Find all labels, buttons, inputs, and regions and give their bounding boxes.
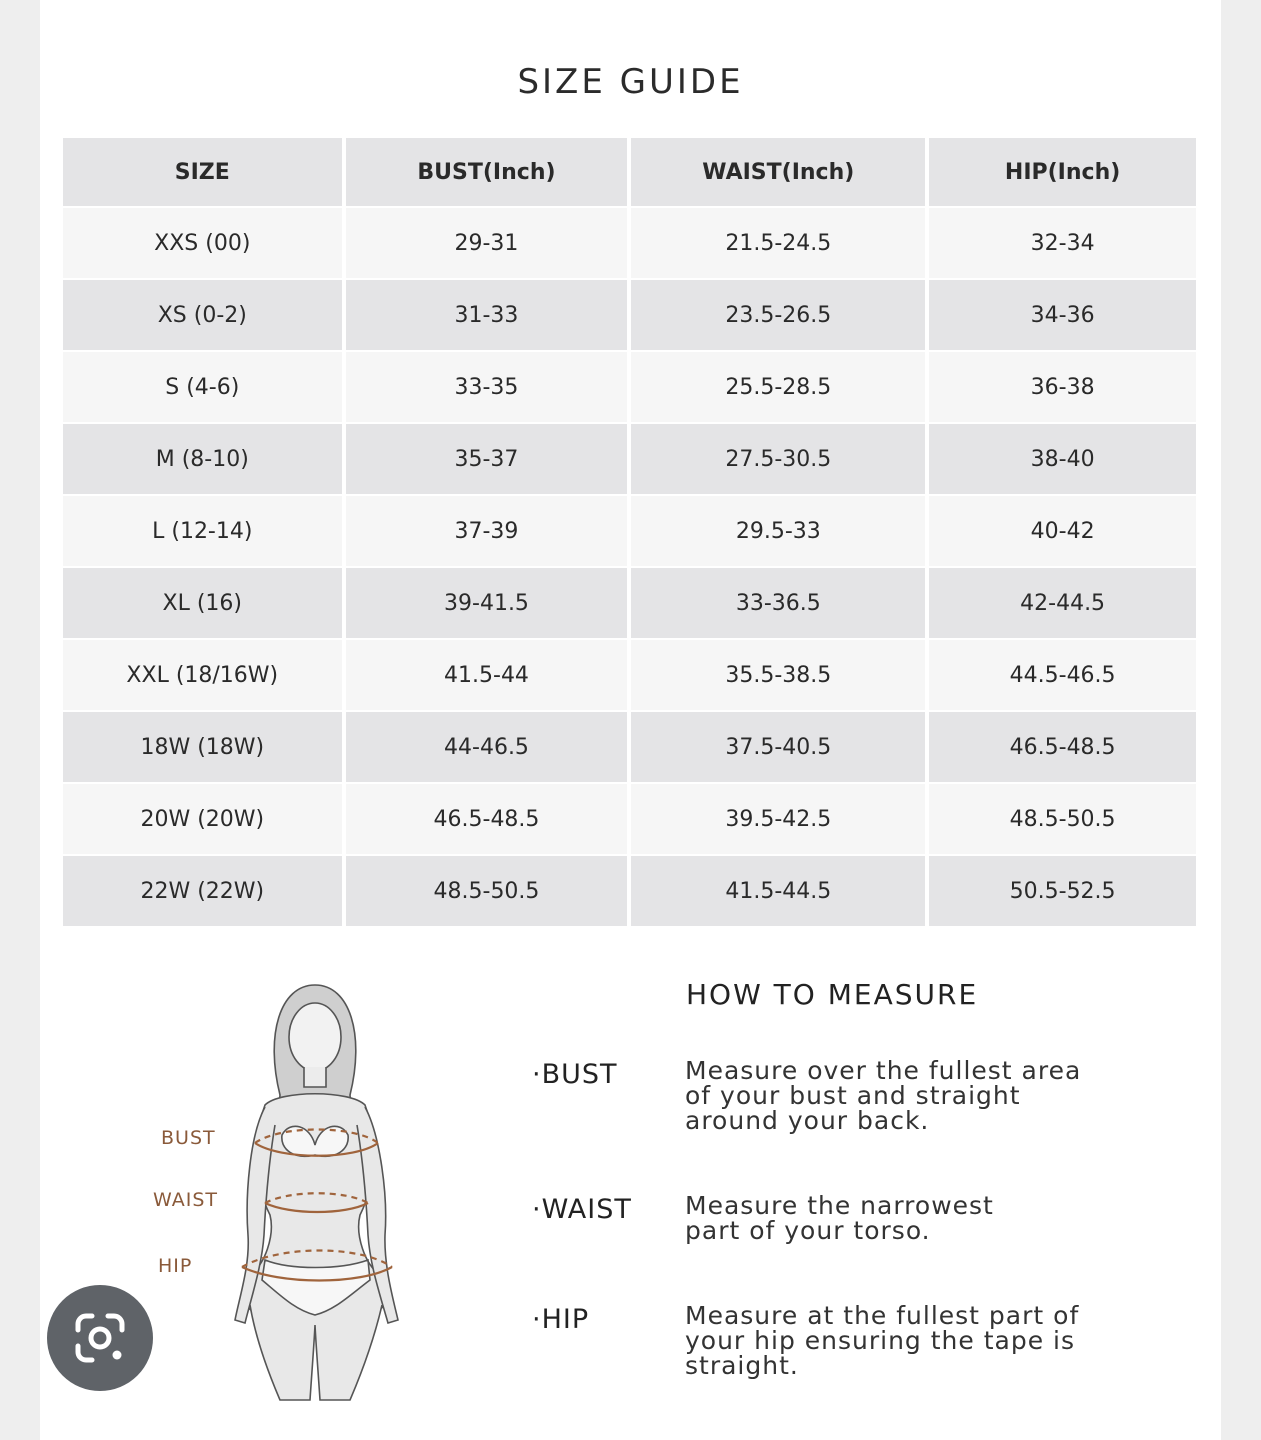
cell-bust: 46.5-48.5 [346, 784, 628, 854]
cell-hip: 36-38 [929, 352, 1196, 422]
measure-desc-bust [685, 1058, 1105, 1133]
cell-waist: 39.5-42.5 [631, 784, 925, 854]
cell-size: L (12-14) [63, 496, 342, 566]
cell-bust: 31-33 [346, 280, 628, 350]
table-row [63, 424, 1196, 494]
desc-line: your hip ensuring the tape is [685, 1326, 1076, 1355]
table-row [63, 352, 1196, 422]
measure-label-waist: ·WAIST [532, 1194, 632, 1225]
table-row [63, 712, 1196, 782]
size-guide-page [40, 0, 1221, 1440]
measure-desc-waist [685, 1193, 1105, 1243]
header-bust: BUST(Inch) [346, 138, 628, 206]
cell-waist: 37.5-40.5 [631, 712, 925, 782]
cell-hip: 44.5-46.5 [929, 640, 1196, 710]
table-row [63, 208, 1196, 278]
cell-hip: 42-44.5 [929, 568, 1196, 638]
desc-line: Measure over the fullest area [685, 1056, 1082, 1085]
cell-size: XXL (18/16W) [63, 640, 342, 710]
figure-label-hip: HIP [158, 1255, 193, 1277]
cell-bust: 29-31 [346, 208, 628, 278]
cell-hip: 38-40 [929, 424, 1196, 494]
table-header-row [63, 138, 1196, 206]
table-row [63, 856, 1196, 926]
cell-size: XL (16) [63, 568, 342, 638]
header-size: SIZE [63, 138, 342, 206]
cell-hip: 50.5-52.5 [929, 856, 1196, 926]
cell-size: M (8-10) [63, 424, 342, 494]
cell-waist: 21.5-24.5 [631, 208, 925, 278]
table-row [63, 640, 1196, 710]
figure-label-waist: WAIST [153, 1189, 219, 1211]
cell-size: 22W (22W) [63, 856, 342, 926]
desc-line: Measure the narrowest [685, 1191, 994, 1220]
cell-hip: 46.5-48.5 [929, 712, 1196, 782]
google-lens-button[interactable] [47, 1285, 153, 1391]
desc-line: straight. [685, 1351, 799, 1380]
measure-label-bust: ·BUST [532, 1059, 618, 1090]
desc-line: of your bust and straight [685, 1081, 1021, 1110]
cell-bust: 44-46.5 [346, 712, 628, 782]
cell-waist: 33-36.5 [631, 568, 925, 638]
header-waist: WAIST(Inch) [631, 138, 925, 206]
table-row [63, 280, 1196, 350]
cell-size: 18W (18W) [63, 712, 342, 782]
cell-waist: 23.5-26.5 [631, 280, 925, 350]
table-row [63, 568, 1196, 638]
cell-size: 20W (20W) [63, 784, 342, 854]
cell-hip: 40-42 [929, 496, 1196, 566]
cell-hip: 32-34 [929, 208, 1196, 278]
cell-waist: 35.5-38.5 [631, 640, 925, 710]
cell-hip: 48.5-50.5 [929, 784, 1196, 854]
measure-label-hip: ·HIP [532, 1304, 590, 1335]
cell-bust: 39-41.5 [346, 568, 628, 638]
figure-label-bust: BUST [161, 1127, 216, 1149]
cell-size: S (4-6) [63, 352, 342, 422]
desc-line: around your back. [685, 1106, 930, 1135]
cell-waist: 41.5-44.5 [631, 856, 925, 926]
cell-size: XXS (00) [63, 208, 342, 278]
how-to-measure-title: HOW TO MEASURE [686, 978, 979, 1011]
cell-bust: 48.5-50.5 [346, 856, 628, 926]
measure-desc-hip [685, 1303, 1105, 1378]
desc-line: part of your torso. [685, 1216, 931, 1245]
cell-waist: 27.5-30.5 [631, 424, 925, 494]
cell-size: XS (0-2) [63, 280, 342, 350]
cell-bust: 37-39 [346, 496, 628, 566]
cell-hip: 34-36 [929, 280, 1196, 350]
page-title: SIZE GUIDE [517, 62, 744, 102]
size-table [59, 136, 1200, 928]
cell-waist: 25.5-28.5 [631, 352, 925, 422]
desc-line: Measure at the fullest part of [685, 1301, 1080, 1330]
cell-bust: 33-35 [346, 352, 628, 422]
cell-bust: 41.5-44 [346, 640, 628, 710]
cell-bust: 35-37 [346, 424, 628, 494]
google-lens-icon [72, 1310, 128, 1366]
cell-waist: 29.5-33 [631, 496, 925, 566]
table-row [63, 496, 1196, 566]
header-hip: HIP(Inch) [929, 138, 1196, 206]
table-row [63, 784, 1196, 854]
